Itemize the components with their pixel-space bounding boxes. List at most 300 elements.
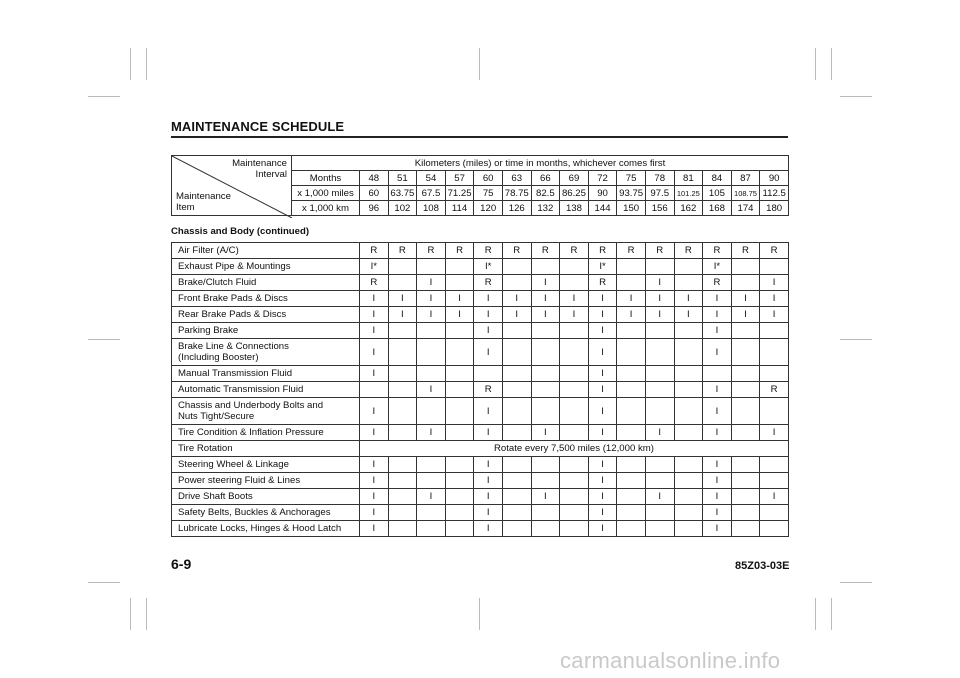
section-title: Chassis and Body (continued)	[171, 226, 310, 237]
schedule-cell: I	[474, 339, 503, 366]
schedule-cell: I	[703, 489, 732, 505]
schedule-cell	[674, 398, 703, 425]
maintenance-item: Power steering Fluid & Lines	[172, 473, 360, 489]
schedule-cell	[560, 505, 589, 521]
schedule-cell: I	[502, 291, 531, 307]
schedule-cell: I	[360, 339, 389, 366]
schedule-cell: I	[417, 291, 446, 307]
months-cell: 90	[760, 171, 789, 186]
schedule-cell	[417, 473, 446, 489]
schedule-cell	[731, 382, 760, 398]
schedule-cell: I	[703, 339, 732, 366]
schedule-cell: I	[760, 489, 789, 505]
schedule-cell: I	[617, 307, 646, 323]
km-cell: 174	[731, 201, 760, 216]
schedule-cell	[731, 457, 760, 473]
schedule-cell: I	[588, 505, 617, 521]
schedule-row	[172, 307, 789, 323]
schedule-cell: I	[674, 291, 703, 307]
schedule-cell: I	[588, 366, 617, 382]
interval-corner-cell	[172, 156, 292, 216]
schedule-cell	[445, 366, 474, 382]
schedule-cell	[674, 489, 703, 505]
schedule-cell: I	[588, 323, 617, 339]
schedule-cell	[731, 339, 760, 366]
schedule-cell: I*	[360, 259, 389, 275]
schedule-cell: I	[417, 382, 446, 398]
schedule-cell	[417, 366, 446, 382]
schedule-cell	[445, 521, 474, 537]
schedule-cell: R	[674, 243, 703, 259]
schedule-cell	[560, 339, 589, 366]
crop-mark	[479, 598, 480, 630]
schedule-cell	[388, 425, 417, 441]
schedule-cell	[617, 425, 646, 441]
document-code: 85Z03-03E	[735, 560, 790, 572]
schedule-cell: R	[474, 382, 503, 398]
schedule-cell	[502, 473, 531, 489]
miles-cell: 97.5	[645, 186, 674, 201]
schedule-cell	[560, 259, 589, 275]
schedule-cell	[502, 323, 531, 339]
maintenance-item: Brake Line & Connections (Including Booster)	[172, 339, 360, 366]
maintenance-item: Air Filter (A/C)	[172, 243, 360, 259]
km-cell: 108	[417, 201, 446, 216]
schedule-cell: I	[474, 291, 503, 307]
schedule-cell	[388, 521, 417, 537]
schedule-row	[172, 339, 789, 366]
schedule-table	[171, 242, 789, 537]
schedule-cell: I	[417, 307, 446, 323]
schedule-cell: I	[388, 307, 417, 323]
schedule-cell: I	[360, 457, 389, 473]
schedule-cell: I	[760, 275, 789, 291]
schedule-cell: I	[360, 398, 389, 425]
schedule-cell: R	[417, 243, 446, 259]
schedule-cell	[502, 457, 531, 473]
schedule-cell	[617, 489, 646, 505]
schedule-cell	[731, 521, 760, 537]
miles-cell: 112.5	[760, 186, 789, 201]
schedule-span-note: Rotate every 7,500 miles (12,000 km)	[360, 441, 789, 457]
schedule-cell	[645, 382, 674, 398]
km-cell: 102	[388, 201, 417, 216]
crop-mark	[815, 598, 816, 630]
schedule-row	[172, 243, 789, 259]
schedule-cell	[731, 489, 760, 505]
miles-cell: 90	[588, 186, 617, 201]
schedule-cell: R	[617, 243, 646, 259]
schedule-cell	[760, 521, 789, 537]
schedule-cell	[445, 323, 474, 339]
schedule-cell	[417, 505, 446, 521]
schedule-cell: I	[360, 473, 389, 489]
schedule-row	[172, 323, 789, 339]
schedule-cell	[617, 339, 646, 366]
schedule-cell	[445, 275, 474, 291]
crop-mark	[130, 598, 131, 630]
schedule-cell: I	[703, 291, 732, 307]
km-cell: 126	[502, 201, 531, 216]
months-cell: 57	[445, 171, 474, 186]
schedule-cell	[502, 366, 531, 382]
corner-bottom-label	[176, 191, 231, 213]
schedule-cell	[388, 259, 417, 275]
schedule-cell: I	[588, 521, 617, 537]
schedule-cell	[731, 398, 760, 425]
schedule-cell	[531, 473, 560, 489]
schedule-cell	[502, 505, 531, 521]
schedule-cell: I*	[474, 259, 503, 275]
schedule-cell	[445, 339, 474, 366]
schedule-cell: I	[588, 307, 617, 323]
maintenance-item: Safety Belts, Buckles & Anchorages	[172, 505, 360, 521]
crop-mark	[831, 48, 832, 80]
schedule-cell	[502, 339, 531, 366]
schedule-cell	[417, 339, 446, 366]
schedule-cell: I	[703, 457, 732, 473]
schedule-cell	[645, 457, 674, 473]
schedule-cell	[560, 521, 589, 537]
maintenance-item: Tire Rotation	[172, 441, 360, 457]
maintenance-item: Parking Brake	[172, 323, 360, 339]
months-cell: 69	[560, 171, 589, 186]
miles-cell: 101.25	[674, 186, 703, 201]
schedule-cell: I	[474, 457, 503, 473]
schedule-cell	[560, 457, 589, 473]
km-cell: 162	[674, 201, 703, 216]
schedule-cell: I	[674, 307, 703, 323]
schedule-row	[172, 366, 789, 382]
schedule-cell: I	[588, 382, 617, 398]
schedule-cell: I	[388, 291, 417, 307]
watermark: carmanualsonline.info	[560, 648, 781, 673]
schedule-cell: I	[531, 275, 560, 291]
schedule-cell	[674, 521, 703, 537]
schedule-cell: I	[417, 489, 446, 505]
crop-mark	[130, 48, 131, 80]
schedule-cell: I	[531, 425, 560, 441]
schedule-row	[172, 505, 789, 521]
page-title: MAINTENANCE SCHEDULE	[171, 119, 345, 134]
schedule-cell	[531, 339, 560, 366]
schedule-cell	[388, 505, 417, 521]
schedule-cell: I	[474, 323, 503, 339]
schedule-cell: I	[360, 307, 389, 323]
km-cell: 114	[445, 201, 474, 216]
schedule-cell	[760, 259, 789, 275]
crop-mark	[840, 339, 872, 340]
maintenance-item: Brake/Clutch Fluid	[172, 275, 360, 291]
maintenance-item: Exhaust Pipe & Mountings	[172, 259, 360, 275]
crop-mark	[88, 339, 120, 340]
months-label: Months	[292, 171, 360, 186]
schedule-cell	[645, 398, 674, 425]
schedule-cell	[560, 473, 589, 489]
months-cell: 87	[731, 171, 760, 186]
miles-cell: 82.5	[531, 186, 560, 201]
schedule-cell	[502, 275, 531, 291]
km-cell: 144	[588, 201, 617, 216]
months-cell: 72	[588, 171, 617, 186]
schedule-cell	[760, 323, 789, 339]
miles-cell: 60	[360, 186, 389, 201]
schedule-row	[172, 259, 789, 275]
schedule-row	[172, 398, 789, 425]
schedule-cell: R	[445, 243, 474, 259]
schedule-cell	[560, 275, 589, 291]
schedule-cell	[502, 489, 531, 505]
schedule-cell: I	[360, 425, 389, 441]
schedule-cell	[531, 259, 560, 275]
schedule-cell	[531, 382, 560, 398]
schedule-cell	[617, 275, 646, 291]
schedule-cell: I	[474, 425, 503, 441]
schedule-cell: I	[474, 521, 503, 537]
schedule-cell: R	[474, 243, 503, 259]
interval-caption: Kilometers (miles) or time in months, whichever comes first	[292, 156, 789, 171]
schedule-cell	[617, 398, 646, 425]
schedule-cell	[645, 473, 674, 489]
schedule-cell: I	[360, 505, 389, 521]
corner-bottom-line: Maintenance	[176, 191, 231, 202]
schedule-cell	[645, 505, 674, 521]
miles-cell: 71.25	[445, 186, 474, 201]
schedule-cell: R	[731, 243, 760, 259]
schedule-cell: I	[588, 489, 617, 505]
schedule-cell	[645, 521, 674, 537]
months-cell: 51	[388, 171, 417, 186]
schedule-row	[172, 275, 789, 291]
schedule-cell: R	[560, 243, 589, 259]
schedule-cell: I	[360, 521, 389, 537]
schedule-cell: I	[645, 275, 674, 291]
crop-mark	[479, 48, 480, 80]
corner-top-line: Interval	[255, 169, 287, 180]
maintenance-item: Chassis and Underbody Bolts and Nuts Tight/Secure	[172, 398, 360, 425]
schedule-cell	[760, 505, 789, 521]
schedule-cell: R	[703, 243, 732, 259]
schedule-cell	[760, 339, 789, 366]
schedule-cell	[502, 382, 531, 398]
crop-mark	[831, 598, 832, 630]
schedule-cell: I	[617, 291, 646, 307]
schedule-cell	[645, 366, 674, 382]
schedule-cell: R	[588, 275, 617, 291]
schedule-cell: I	[560, 291, 589, 307]
km-cell: 168	[703, 201, 732, 216]
schedule-row	[172, 382, 789, 398]
schedule-cell: I	[560, 307, 589, 323]
schedule-cell	[474, 366, 503, 382]
km-cell: 138	[560, 201, 589, 216]
schedule-cell: R	[502, 243, 531, 259]
schedule-cell	[674, 425, 703, 441]
schedule-cell: I	[588, 425, 617, 441]
crop-mark	[88, 96, 120, 97]
schedule-cell	[417, 457, 446, 473]
months-cell: 60	[474, 171, 503, 186]
crop-mark	[146, 598, 147, 630]
schedule-cell	[731, 323, 760, 339]
schedule-cell: R	[588, 243, 617, 259]
schedule-cell: R	[360, 243, 389, 259]
schedule-cell	[388, 339, 417, 366]
miles-cell: 108.75	[731, 186, 760, 201]
crop-mark	[840, 96, 872, 97]
schedule-cell: I	[474, 473, 503, 489]
schedule-cell: I	[703, 398, 732, 425]
schedule-cell	[388, 473, 417, 489]
schedule-cell	[531, 398, 560, 425]
schedule-cell	[417, 398, 446, 425]
schedule-cell: R	[703, 275, 732, 291]
maintenance-item: Tire Condition & Inflation Pressure	[172, 425, 360, 441]
schedule-cell: R	[360, 275, 389, 291]
schedule-cell: I	[645, 291, 674, 307]
months-cell: 84	[703, 171, 732, 186]
months-cell: 81	[674, 171, 703, 186]
schedule-cell	[531, 366, 560, 382]
schedule-cell: I	[360, 323, 389, 339]
schedule-cell	[560, 382, 589, 398]
schedule-cell	[760, 457, 789, 473]
schedule-cell: I	[703, 382, 732, 398]
schedule-cell	[388, 457, 417, 473]
schedule-cell	[617, 323, 646, 339]
schedule-cell	[502, 425, 531, 441]
schedule-cell: I	[474, 505, 503, 521]
maintenance-item: Front Brake Pads & Discs	[172, 291, 360, 307]
schedule-cell	[502, 259, 531, 275]
schedule-cell	[531, 457, 560, 473]
schedule-row	[172, 425, 789, 441]
schedule-cell	[560, 366, 589, 382]
schedule-cell: R	[760, 243, 789, 259]
schedule-cell	[731, 366, 760, 382]
schedule-cell	[760, 366, 789, 382]
schedule-cell	[645, 323, 674, 339]
schedule-cell	[531, 521, 560, 537]
km-cell: 120	[474, 201, 503, 216]
schedule-cell	[617, 521, 646, 537]
maintenance-item: Automatic Transmission Fluid	[172, 382, 360, 398]
schedule-cell	[531, 505, 560, 521]
schedule-cell	[560, 398, 589, 425]
miles-label: x 1,000 miles	[292, 186, 360, 201]
schedule-cell	[445, 425, 474, 441]
schedule-cell: I	[417, 425, 446, 441]
schedule-cell: I	[474, 398, 503, 425]
schedule-cell	[388, 275, 417, 291]
schedule-cell	[617, 366, 646, 382]
corner-top-label	[232, 158, 287, 180]
km-cell: 180	[760, 201, 789, 216]
schedule-cell: I	[360, 366, 389, 382]
schedule-cell	[731, 425, 760, 441]
schedule-cell: I	[588, 291, 617, 307]
schedule-cell	[388, 366, 417, 382]
schedule-cell: I	[588, 339, 617, 366]
schedule-cell	[617, 259, 646, 275]
months-cell: 66	[531, 171, 560, 186]
schedule-cell	[445, 457, 474, 473]
schedule-cell: I	[645, 425, 674, 441]
schedule-cell	[617, 457, 646, 473]
miles-cell: 105	[703, 186, 732, 201]
schedule-cell	[617, 473, 646, 489]
schedule-cell	[388, 398, 417, 425]
schedule-cell: I	[703, 505, 732, 521]
months-cell: 54	[417, 171, 446, 186]
schedule-cell: I	[445, 291, 474, 307]
schedule-cell: I	[445, 307, 474, 323]
miles-cell: 75	[474, 186, 503, 201]
schedule-cell	[760, 398, 789, 425]
km-cell: 132	[531, 201, 560, 216]
crop-mark	[88, 582, 120, 583]
schedule-cell	[417, 323, 446, 339]
schedule-cell: I	[588, 457, 617, 473]
miles-cell: 67.5	[417, 186, 446, 201]
schedule-cell	[445, 382, 474, 398]
maintenance-item: Drive Shaft Boots	[172, 489, 360, 505]
schedule-cell: R	[388, 243, 417, 259]
schedule-cell	[674, 473, 703, 489]
months-cell: 63	[502, 171, 531, 186]
schedule-cell: I	[588, 398, 617, 425]
crop-mark	[840, 582, 872, 583]
schedule-row	[172, 457, 789, 473]
schedule-row	[172, 489, 789, 505]
schedule-cell: I	[703, 521, 732, 537]
miles-cell: 78.75	[502, 186, 531, 201]
schedule-cell: I	[731, 307, 760, 323]
corner-top-line: Maintenance	[232, 158, 287, 169]
miles-cell: 93.75	[617, 186, 646, 201]
header-rule	[171, 136, 788, 138]
schedule-cell	[360, 382, 389, 398]
schedule-cell	[417, 259, 446, 275]
schedule-cell	[417, 521, 446, 537]
schedule-cell	[760, 473, 789, 489]
schedule-cell	[674, 457, 703, 473]
schedule-cell	[445, 489, 474, 505]
schedule-cell: I	[502, 307, 531, 323]
schedule-cell	[674, 323, 703, 339]
page-number: 6-9	[171, 556, 192, 572]
schedule-cell	[645, 339, 674, 366]
km-cell: 96	[360, 201, 389, 216]
schedule-row	[172, 441, 789, 457]
schedule-cell	[731, 275, 760, 291]
km-cell: 156	[645, 201, 674, 216]
months-cell: 78	[645, 171, 674, 186]
schedule-cell	[560, 425, 589, 441]
km-cell: 150	[617, 201, 646, 216]
schedule-cell	[445, 259, 474, 275]
schedule-row	[172, 473, 789, 489]
months-cell: 75	[617, 171, 646, 186]
schedule-cell	[731, 505, 760, 521]
maintenance-item: Lubricate Locks, Hinges & Hood Latch	[172, 521, 360, 537]
schedule-cell	[445, 473, 474, 489]
schedule-cell: I	[474, 307, 503, 323]
schedule-cell	[674, 366, 703, 382]
km-label: x 1,000 km	[292, 201, 360, 216]
interval-table	[171, 155, 789, 216]
schedule-cell	[388, 382, 417, 398]
